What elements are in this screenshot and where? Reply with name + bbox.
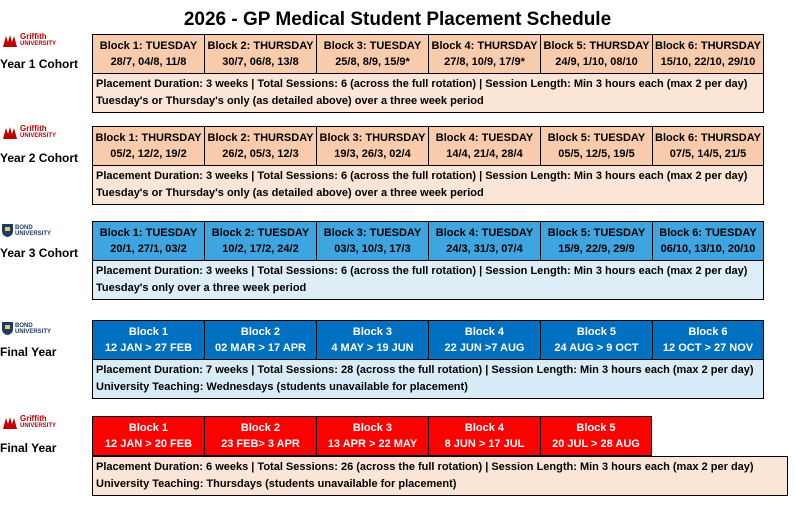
block-cell: Block 2: THURSDAY 26/2, 05/3, 12/3: [204, 126, 316, 166]
block-cell: Block 1: THURSDAY 05/2, 12/2, 19/2: [92, 126, 204, 166]
cohort-label: Year 3 Cohort: [0, 246, 79, 260]
block-cell: Block 1 12 JAN > 20 FEB: [92, 416, 204, 456]
bond-crest-icon: [2, 322, 13, 335]
block-cell: Block 4: TUESDAY 14/4, 21/4, 28/4: [428, 126, 540, 166]
block-cell: Block 5 20 JUL > 28 AUG: [540, 416, 652, 456]
block-cell: Block 3: THURSDAY 19/3, 26/3, 02/4: [316, 126, 428, 166]
block-cell: Block 1: TUESDAY 20/1, 27/1, 03/2: [92, 221, 204, 261]
info-box: Placement Duration: 3 weeks | Total Sessions: 6 (across the full rotation) | Session Length: Min 3 hours each (max 2 per day) Tuesday's only over a three week period: [92, 261, 764, 300]
block-cell: Block 6: THURSDAY 15/10, 22/10, 29/10: [652, 34, 764, 74]
cohort-label: Year 2 Cohort: [0, 151, 79, 165]
info-box: Placement Duration: 3 weeks | Total Sessions: 6 (across the full rotation) | Session Length: Min 3 hours each (max 2 per day) Tuesday's or Thursday's only (as detailed above) over a three week period: [92, 166, 764, 205]
info-box: Placement Duration: 3 weeks | Total Sessions: 6 (across the full rotation) | Session Length: Min 3 hours each (max 2 per day) Tuesday's or Thursday's only (as detailed above) over a three week period: [92, 74, 764, 113]
block-cell: Block 5: TUESDAY 15/9, 22/9, 29/9: [540, 221, 652, 261]
block-cell: Block 2 23 FEB> 3 APR: [204, 416, 316, 456]
page-title: 2026 - GP Medical Student Placement Schedule: [183, 9, 612, 30]
cohort-label: Year 1 Cohort: [0, 57, 79, 71]
bond-logo: BOND UNIVERSITY: [2, 224, 51, 237]
block-cell: Block 1: TUESDAY 28/7, 04/8, 11/8: [92, 34, 204, 74]
block-cell: Block 2: THURSDAY 30/7, 06/8, 13/8: [204, 34, 316, 74]
block-cell: Block 4 8 JUN > 17 JUL: [428, 416, 540, 456]
cohort-label: Final Year: [0, 345, 57, 359]
griffith-emblem-icon: [2, 416, 18, 430]
bond-crest-icon: [2, 224, 13, 237]
block-cell: Block 5 24 AUG > 9 OCT: [540, 320, 652, 360]
section-year3: [92, 221, 764, 300]
griffith-logo: Griffith UNIVERSITY: [2, 125, 56, 140]
block-cell: Block 1 12 JAN > 27 FEB: [92, 320, 204, 360]
block-cell: Block 5: TUESDAY 05/5, 12/5, 19/5: [540, 126, 652, 166]
block-cell: Block 6: TUESDAY 06/10, 13/10, 20/10: [652, 221, 764, 261]
block-cell: Block 4: THURSDAY 27/8, 10/9, 17/9*: [428, 34, 540, 74]
section-final-griffith: [92, 416, 788, 496]
bond-logo: BOND UNIVERSITY: [2, 322, 51, 335]
block-cell: Block 4 22 JUN >7 AUG: [428, 320, 540, 360]
block-cell: Block 3 4 MAY > 19 JUN: [316, 320, 428, 360]
griffith-logo: Griffith UNIVERSITY: [2, 33, 56, 48]
section-year2: [92, 126, 764, 205]
griffith-emblem-icon: [2, 126, 18, 140]
block-cell: Block 5: THURSDAY 24/9, 1/10, 08/10: [540, 34, 652, 74]
block-cell: Block 6 12 OCT > 27 NOV: [652, 320, 764, 360]
griffith-emblem-icon: [2, 34, 18, 48]
cohort-label: Final Year: [0, 441, 57, 455]
block-cell: Block 2: TUESDAY 10/2, 17/2, 24/2: [204, 221, 316, 261]
block-cell: Block 3: TUESDAY 25/8, 8/9, 15/9*: [316, 34, 428, 74]
block-cell: Block 6: THURSDAY 07/5, 14/5, 21/5: [652, 126, 764, 166]
info-box: Placement Duration: 6 weeks | Total Sessions: 26 (across the full rotation) | Session Length: Min 3 hours each (max 2 per day) University Teaching: Thursdays (students unavailable for placement): [92, 456, 788, 496]
section-year1: [92, 34, 764, 113]
info-box: Placement Duration: 7 weeks | Total Sessions: 28 (across the full rotation) | Session Length: Min 3 hours each (max 2 per day) University Teaching: Wednesdays (students unavailable for placement): [92, 360, 764, 399]
block-cell: Block 3 13 APR > 22 MAY: [316, 416, 428, 456]
block-cell: Block 4: TUESDAY 24/3, 31/3, 07/4: [428, 221, 540, 261]
block-cell: Block 3: TUESDAY 03/3, 10/3, 17/3: [316, 221, 428, 261]
section-final-bond: [92, 320, 764, 399]
griffith-logo: Griffith UNIVERSITY: [2, 415, 56, 430]
block-cell: Block 2 02 MAR > 17 APR: [204, 320, 316, 360]
